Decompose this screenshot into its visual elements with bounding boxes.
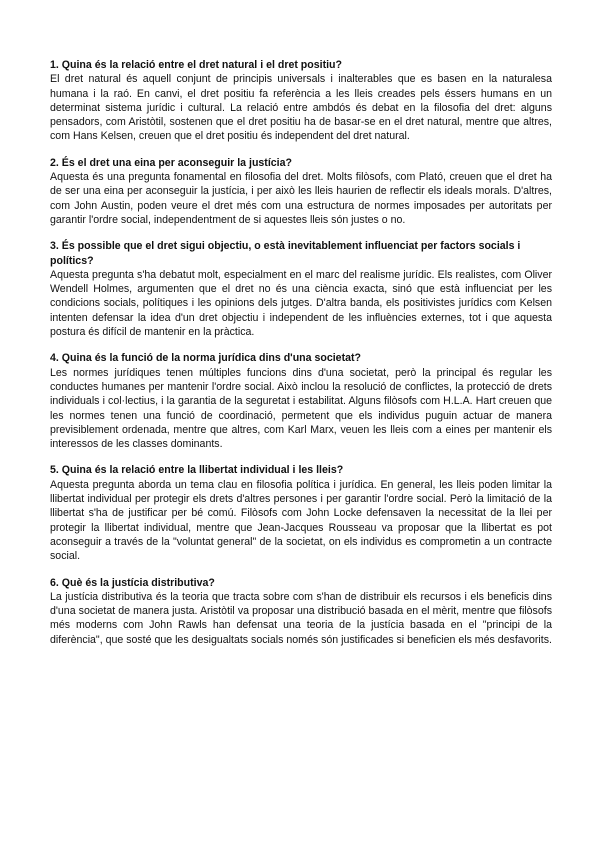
answer-paragraph: Aquesta és una pregunta fonamental en filosofia del dret. Molts filòsofs, com Plató, creuen que el dret ha de ser una eina per aconseguir la justícia, i per això les lleis haurien de reflectir els ideals morals. D'altres, com John Austin, poden veure el dret més com una estructura de normes imposades per autoritats per garantir l'ordre social, independentment de si aquestes lleis són justes o no. (50, 171, 552, 226)
question-heading: 1. Quina és la relació entre el dret natural i el dret positiu? (50, 59, 343, 71)
question-heading: 2. És el dret una eina per aconseguir la justícia? (50, 156, 292, 169)
qa-section-2 (50, 156, 552, 227)
document-page (50, 58, 552, 659)
question-heading: 3. És possible que el dret sigui objectiu, o està inevitablement influenciat per factors socials i polítics? (50, 240, 521, 267)
question-heading: 4. Quina és la funció de la norma jurídica dins d'una societat? (50, 352, 361, 365)
question-heading: 5. Quina és la relació entre la llibertat individual i les lleis? (50, 464, 344, 477)
qa-section-1 (50, 58, 552, 144)
question-heading: 6. Què és la justícia distributiva? (50, 576, 215, 589)
qa-section-3 (50, 239, 552, 339)
qa-section-5 (50, 463, 552, 563)
answer-paragraph: Aquesta pregunta s'ha debatut molt, especialment en el marc del realisme jurídic. Els realistes, com Oliver Wendell Holmes, argumenten que el dret no és una ciència exacta, sinó que està influenciat per les condicions socials, polítiques i les opinions dels jutges. D'altra banda, els positivistes jurídics com Kelsen intenten defensar la idea d'un dret objectiu i independent de les influències externes, tot i que aquesta postura és difícil de mantenir en la pràctica. (50, 268, 552, 339)
answer-paragraph: Aquesta pregunta aborda un tema clau en filosofia política i jurídica. En general, les lleis poden limitar la llibertat individual per protegir els drets d'altres persones i per garantir l'ordre social. Però la limitació de la llibertat s'ha de justificar per bé comú. Filòsofs com John Locke defensaven la necessitat de la llei per protegir la llibertat individual, mentre que Jean-Jacques Rousseau va proposar que la llibertat es pot aconseguir a través de la "voluntat general" de la societat, on els individus es comprometin a un contracte social. (50, 478, 552, 563)
answer-paragraph: El dret natural és aquell conjunt de principis universals i inalterables que es basen en la naturalesa humana i la raó. En canvi, el dret positiu fa referència a les lleis creades pels éssers humans en un determinat sistema jurídic i cultural. La relació entre ambdós és debat en la filosofia del dret: alguns pensadors, com Aristòtil, sostenen que el dret positiu ha de basar-se en el dret natural, mentre que altres, com Hans Kelsen, creuen que el dret positiu és independent del dret natural. (50, 73, 552, 143)
answer-paragraph: Les normes jurídiques tenen múltiples funcions dins d'una societat, però la principal és regular les conductes humanes per mantenir l'ordre social. Això inclou la resolució de conflictes, la protecció de drets individuals i col·lectius, i la garantia de la seguretat i estabilitat. Alguns filòsofs com H.L.A. Hart creuen que les normes tenen una funció de coordinació, permetent que els individus puguin actuar de manera previsiblement ordenada, mentre que altres, com Karl Marx, veuen les lleis com a eines per mantenir els interessos de les classes dominants. (50, 366, 552, 451)
qa-section-4 (50, 351, 552, 451)
qa-section-6 (50, 576, 552, 647)
answer-paragraph: La justícia distributiva és la teoria que tracta sobre com s'han de distribuir els recursos i els beneficis dins d'una societat de manera justa. Aristòtil va proposar una distribució basada en el mèrit, mentre que filòsofs més moderns com John Rawls han defensat una teoria de la justícia basada en el "principi de la diferència", que sosté que les desigualtats socials només són justificades si beneficien els més desfavorits. (50, 590, 552, 646)
